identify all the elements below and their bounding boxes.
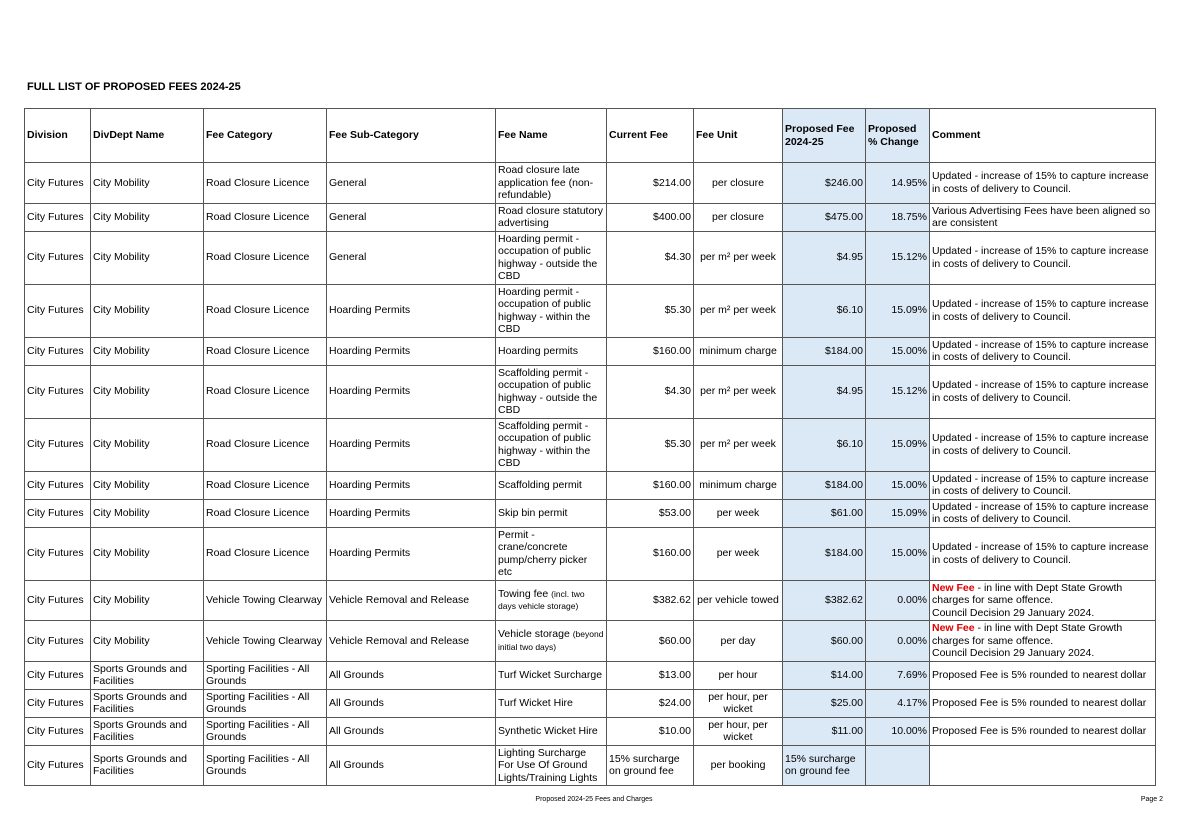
category-cell: Vehicle Towing Clearway bbox=[204, 621, 327, 662]
change-cell: 0.00% bbox=[866, 580, 930, 621]
fee-name-cell bbox=[496, 418, 607, 471]
page-number: Page 2 bbox=[1140, 796, 1163, 803]
subcategory-cell: General bbox=[327, 203, 496, 231]
proposed-fee-cell: $184.00 bbox=[783, 527, 866, 580]
category-cell: Road Closure Licence bbox=[204, 471, 327, 499]
comment-text: Updated - increase of 15% to capture increase in costs of delivery to Council. bbox=[932, 432, 1149, 457]
category-cell: Road Closure Licence bbox=[204, 231, 327, 284]
subcategory-cell: Hoarding Permits bbox=[327, 527, 496, 580]
current-fee-cell: $5.30 bbox=[607, 284, 694, 337]
change-cell: 4.17% bbox=[866, 689, 930, 717]
comment-text: Proposed Fee is 5% rounded to nearest dollar bbox=[932, 724, 1147, 737]
fee-name-cell bbox=[496, 365, 607, 418]
dept-cell: City Mobility bbox=[91, 527, 204, 580]
fee-name-cell bbox=[496, 689, 607, 717]
fee-name-text: Road closure late application fee (non-refundable) bbox=[498, 164, 594, 201]
subcategory-cell: Hoarding Permits bbox=[327, 471, 496, 499]
subcategory-cell: Vehicle Removal and Release bbox=[327, 621, 496, 662]
dept-cell: City Mobility bbox=[91, 580, 204, 621]
subcategory-cell: Hoarding Permits bbox=[327, 418, 496, 471]
fee-unit-cell: minimum charge bbox=[694, 471, 783, 499]
change-cell: 15.00% bbox=[866, 527, 930, 580]
change-cell: 10.00% bbox=[866, 717, 930, 745]
change-cell: 15.00% bbox=[866, 471, 930, 499]
category-cell: Road Closure Licence bbox=[204, 365, 327, 418]
fee-name-cell bbox=[496, 337, 607, 365]
fee-name-text: Turf Wicket Hire bbox=[498, 696, 573, 709]
subcategory-cell: Vehicle Removal and Release bbox=[327, 580, 496, 621]
subcategory-cell: Hoarding Permits bbox=[327, 499, 496, 527]
comment-text: Updated - increase of 15% to capture increase in costs of delivery to Council. bbox=[932, 500, 1149, 525]
proposed-fee-cell: $475.00 bbox=[783, 203, 866, 231]
fee-name-text: Road closure statutory advertising bbox=[498, 204, 604, 229]
current-fee-cell: $10.00 bbox=[607, 717, 694, 745]
change-cell: 15.00% bbox=[866, 337, 930, 365]
comment-cell bbox=[930, 689, 1156, 717]
category-cell: Road Closure Licence bbox=[204, 163, 327, 204]
comment-text: Updated - increase of 15% to capture increase in costs of delivery to Council. bbox=[932, 379, 1149, 404]
subcategory-cell: General bbox=[327, 163, 496, 204]
division-cell: City Futures bbox=[25, 621, 91, 662]
comment-decision: Council Decision 29 January 2024. bbox=[932, 606, 1095, 619]
category-cell: Sporting Facilities - All Grounds bbox=[204, 745, 327, 786]
proposed-fee-cell: $184.00 bbox=[783, 471, 866, 499]
comment-cell bbox=[930, 365, 1156, 418]
proposed-fee-cell: $25.00 bbox=[783, 689, 866, 717]
current-fee-cell: $160.00 bbox=[607, 527, 694, 580]
current-fee-cell: $4.30 bbox=[607, 365, 694, 418]
fee-name-cell bbox=[496, 163, 607, 204]
fee-name-cell bbox=[496, 231, 607, 284]
division-cell: City Futures bbox=[25, 231, 91, 284]
table-row bbox=[25, 365, 1156, 418]
fee-name-text: Hoarding permit - occupation of public highway - outside the CBD bbox=[498, 232, 598, 282]
current-fee-cell: $53.00 bbox=[607, 499, 694, 527]
col-header-current-fee: Current Fee bbox=[607, 109, 694, 163]
page-title: FULL LIST OF PROPOSED FEES 2024-25 bbox=[27, 81, 241, 93]
new-fee-label: New Fee bbox=[932, 581, 975, 594]
category-cell: Road Closure Licence bbox=[204, 284, 327, 337]
fee-unit-cell: per hour, per wicket bbox=[694, 689, 783, 717]
fee-name-text: Towing fee bbox=[498, 587, 552, 600]
subcategory-cell: Hoarding Permits bbox=[327, 284, 496, 337]
fee-name-cell bbox=[496, 745, 607, 786]
fee-name-text: Scaffolding permit - occupation of public highway - outside the CBD bbox=[498, 366, 598, 416]
fee-unit-cell: per closure bbox=[694, 203, 783, 231]
fee-unit-cell: per m² per week bbox=[694, 418, 783, 471]
fee-unit-cell: minimum charge bbox=[694, 337, 783, 365]
comment-cell bbox=[930, 580, 1156, 621]
current-fee-cell: $382.62 bbox=[607, 580, 694, 621]
proposed-fee-cell: $60.00 bbox=[783, 621, 866, 662]
table-row bbox=[25, 527, 1156, 580]
subcategory-cell: Hoarding Permits bbox=[327, 365, 496, 418]
current-fee-cell: $60.00 bbox=[607, 621, 694, 662]
dept-cell: City Mobility bbox=[91, 365, 204, 418]
current-fee-cell: $160.00 bbox=[607, 337, 694, 365]
fee-unit-cell: per vehicle towed bbox=[694, 580, 783, 621]
current-fee-cell: $5.30 bbox=[607, 418, 694, 471]
dept-cell: Sports Grounds and Facilities bbox=[91, 661, 204, 689]
proposed-fee-cell: $14.00 bbox=[783, 661, 866, 689]
fee-unit-cell: per day bbox=[694, 621, 783, 662]
subcategory-cell: All Grounds bbox=[327, 745, 496, 786]
comment-text: Updated - increase of 15% to capture increase in costs of delivery to Council. bbox=[932, 245, 1149, 270]
table-row bbox=[25, 499, 1156, 527]
fee-unit-cell: per hour, per wicket bbox=[694, 717, 783, 745]
category-cell: Road Closure Licence bbox=[204, 203, 327, 231]
category-cell: Road Closure Licence bbox=[204, 337, 327, 365]
comment-cell bbox=[930, 337, 1156, 365]
table-row bbox=[25, 203, 1156, 231]
change-cell bbox=[866, 745, 930, 786]
current-fee-cell: $4.30 bbox=[607, 231, 694, 284]
table-row bbox=[25, 621, 1156, 662]
dept-cell: City Mobility bbox=[91, 163, 204, 204]
dept-cell: City Mobility bbox=[91, 231, 204, 284]
fee-name-cell bbox=[496, 527, 607, 580]
current-fee-cell: $214.00 bbox=[607, 163, 694, 204]
fee-name-note: (beyond initial two days) bbox=[498, 629, 604, 652]
proposed-fee-cell: $184.00 bbox=[783, 337, 866, 365]
table-row bbox=[25, 661, 1156, 689]
proposed-fee-cell: $6.10 bbox=[783, 418, 866, 471]
division-cell: City Futures bbox=[25, 717, 91, 745]
dept-cell: City Mobility bbox=[91, 337, 204, 365]
current-fee-cell: $160.00 bbox=[607, 471, 694, 499]
current-fee-cell: $400.00 bbox=[607, 203, 694, 231]
table-row bbox=[25, 689, 1156, 717]
fee-name-cell bbox=[496, 717, 607, 745]
table-row bbox=[25, 163, 1156, 204]
division-cell: City Futures bbox=[25, 418, 91, 471]
table-row bbox=[25, 580, 1156, 621]
proposed-fee-cell: $246.00 bbox=[783, 163, 866, 204]
fee-name-cell bbox=[496, 284, 607, 337]
change-cell: 0.00% bbox=[866, 621, 930, 662]
comment-text: Updated - increase of 15% to capture increase in costs of delivery to Council. bbox=[932, 338, 1149, 363]
table-row bbox=[25, 231, 1156, 284]
fee-name-text: Synthetic Wicket Hire bbox=[498, 724, 598, 737]
comment-text: Updated - increase of 15% to capture increase in costs of delivery to Council. bbox=[932, 541, 1149, 566]
subcategory-cell: General bbox=[327, 231, 496, 284]
comment-decision: Council Decision 29 January 2024. bbox=[932, 647, 1095, 659]
fee-name-cell bbox=[496, 499, 607, 527]
comment-cell bbox=[930, 745, 1156, 786]
fee-name-text: Scaffolding permit bbox=[498, 478, 582, 491]
dept-cell: City Mobility bbox=[91, 203, 204, 231]
dept-cell: City Mobility bbox=[91, 621, 204, 662]
division-cell: City Futures bbox=[25, 203, 91, 231]
division-cell: City Futures bbox=[25, 471, 91, 499]
dept-cell: Sports Grounds and Facilities bbox=[91, 745, 204, 786]
fee-name-text: Vehicle storage bbox=[498, 628, 573, 641]
proposed-fee-cell: $4.95 bbox=[783, 365, 866, 418]
fee-unit-cell: per m² per week bbox=[694, 284, 783, 337]
proposed-fee-cell: $6.10 bbox=[783, 284, 866, 337]
col-header-comment: Comment bbox=[930, 109, 1156, 163]
header-row bbox=[25, 109, 1156, 163]
comment-cell bbox=[930, 163, 1156, 204]
fee-name-cell bbox=[496, 661, 607, 689]
comment-cell bbox=[930, 717, 1156, 745]
fee-unit-cell: per closure bbox=[694, 163, 783, 204]
table-row bbox=[25, 717, 1156, 745]
division-cell: City Futures bbox=[25, 689, 91, 717]
proposed-fee-cell: $61.00 bbox=[783, 499, 866, 527]
subcategory-cell: All Grounds bbox=[327, 717, 496, 745]
col-header-fee-unit: Fee Unit bbox=[694, 109, 783, 163]
fee-name-text: Hoarding permits bbox=[498, 344, 578, 357]
fee-unit-cell: per week bbox=[694, 499, 783, 527]
category-cell: Road Closure Licence bbox=[204, 418, 327, 471]
current-fee-cell: $24.00 bbox=[607, 689, 694, 717]
fee-unit-cell: per m² per week bbox=[694, 365, 783, 418]
comment-cell bbox=[930, 661, 1156, 689]
footer-title: Proposed 2024-25 Fees and Charges bbox=[535, 796, 653, 803]
col-header-change: Proposed % Change bbox=[866, 109, 930, 163]
comment-cell bbox=[930, 621, 1156, 662]
dept-cell: City Mobility bbox=[91, 471, 204, 499]
fee-unit-cell: per week bbox=[694, 527, 783, 580]
division-cell: City Futures bbox=[25, 527, 91, 580]
category-cell: Vehicle Towing Clearway bbox=[204, 580, 327, 621]
category-cell: Sporting Facilities - All Grounds bbox=[204, 689, 327, 717]
fee-name-cell bbox=[496, 621, 607, 662]
change-cell: 7.69% bbox=[866, 661, 930, 689]
col-header-category: Fee Category bbox=[204, 109, 327, 163]
subcategory-cell: Hoarding Permits bbox=[327, 337, 496, 365]
col-header-proposed-fee: Proposed Fee 2024-25 bbox=[783, 109, 866, 163]
fee-unit-cell: per booking bbox=[694, 745, 783, 786]
fee-unit-cell: per hour bbox=[694, 661, 783, 689]
comment-cell bbox=[930, 471, 1156, 499]
fee-unit-cell: per m² per week bbox=[694, 231, 783, 284]
current-fee-cell: 15% surcharge on ground fee bbox=[607, 745, 694, 786]
current-fee-cell: $13.00 bbox=[607, 661, 694, 689]
col-header-subcategory: Fee Sub-Category bbox=[327, 109, 496, 163]
dept-cell: City Mobility bbox=[91, 499, 204, 527]
division-cell: City Futures bbox=[25, 337, 91, 365]
new-fee-label: New Fee bbox=[932, 622, 975, 634]
comment-text: Updated - increase of 15% to capture increase in costs of delivery to Council. bbox=[932, 298, 1149, 323]
division-cell: City Futures bbox=[25, 284, 91, 337]
comment-cell bbox=[930, 284, 1156, 337]
fee-name-text: Skip bin permit bbox=[498, 506, 568, 519]
comment-text: Proposed Fee is 5% rounded to nearest dollar bbox=[932, 668, 1147, 681]
fee-name-text: Lighting Surcharge For Use Of Ground Lights/Training Lights bbox=[498, 746, 598, 784]
comment-cell bbox=[930, 231, 1156, 284]
dept-cell: Sports Grounds and Facilities bbox=[91, 689, 204, 717]
division-cell: City Futures bbox=[25, 745, 91, 786]
table-row bbox=[25, 337, 1156, 365]
change-cell: 15.12% bbox=[866, 231, 930, 284]
fees-table bbox=[24, 108, 1156, 786]
comment-text: Various Advertising Fees have been aligned so are consistent bbox=[932, 204, 1151, 229]
change-cell: 15.09% bbox=[866, 499, 930, 527]
table-row bbox=[25, 284, 1156, 337]
comment-text: Proposed Fee is 5% rounded to nearest dollar bbox=[932, 696, 1147, 709]
fee-name-note: (incl. two days vehicle storage) bbox=[498, 588, 585, 612]
comment-text: - in line with Dept State Growth charges for same offence. bbox=[932, 581, 1123, 606]
proposed-fee-cell: $11.00 bbox=[783, 717, 866, 745]
col-header-division: Division bbox=[25, 109, 91, 163]
fee-name-cell bbox=[496, 471, 607, 499]
fee-name-text: Hoarding permit - occupation of public highway - within the CBD bbox=[498, 285, 591, 335]
division-cell: City Futures bbox=[25, 499, 91, 527]
category-cell: Sporting Facilities - All Grounds bbox=[204, 661, 327, 689]
comment-cell bbox=[930, 203, 1156, 231]
comment-text: Updated - increase of 15% to capture increase in costs of delivery to Council. bbox=[932, 170, 1149, 195]
table-row bbox=[25, 418, 1156, 471]
proposed-fee-cell: $4.95 bbox=[783, 231, 866, 284]
fee-name-text: Turf Wicket Surcharge bbox=[498, 668, 603, 681]
comment-cell bbox=[930, 499, 1156, 527]
change-cell: 15.12% bbox=[866, 365, 930, 418]
change-cell: 18.75% bbox=[866, 203, 930, 231]
table-row bbox=[25, 745, 1156, 786]
division-cell: City Futures bbox=[25, 163, 91, 204]
fee-name-cell bbox=[496, 203, 607, 231]
division-cell: City Futures bbox=[25, 365, 91, 418]
proposed-fee-cell: $382.62 bbox=[783, 580, 866, 621]
dept-cell: City Mobility bbox=[91, 418, 204, 471]
subcategory-cell: All Grounds bbox=[327, 689, 496, 717]
change-cell: 14.95% bbox=[866, 163, 930, 204]
fee-name-text: Scaffolding permit - occupation of public highway - within the CBD bbox=[498, 419, 591, 469]
fee-name-text: Permit - crane/concrete pump/cherry picker etc bbox=[498, 528, 588, 578]
col-header-dept: DivDept Name bbox=[91, 109, 204, 163]
comment-cell bbox=[930, 418, 1156, 471]
category-cell: Road Closure Licence bbox=[204, 527, 327, 580]
col-header-fee-name: Fee Name bbox=[496, 109, 607, 163]
change-cell: 15.09% bbox=[866, 418, 930, 471]
category-cell: Sporting Facilities - All Grounds bbox=[204, 717, 327, 745]
change-cell: 15.09% bbox=[866, 284, 930, 337]
comment-text: - in line with Dept State Growth charges for same offence. bbox=[932, 622, 1123, 647]
division-cell: City Futures bbox=[25, 580, 91, 621]
dept-cell: City Mobility bbox=[91, 284, 204, 337]
table-row bbox=[25, 471, 1156, 499]
comment-text: Updated - increase of 15% to capture increase in costs of delivery to Council. bbox=[932, 472, 1149, 497]
subcategory-cell: All Grounds bbox=[327, 661, 496, 689]
fee-name-cell bbox=[496, 580, 607, 621]
dept-cell: Sports Grounds and Facilities bbox=[91, 717, 204, 745]
comment-cell bbox=[930, 527, 1156, 580]
proposed-fee-cell: 15% surcharge on ground fee bbox=[783, 745, 866, 786]
division-cell: City Futures bbox=[25, 661, 91, 689]
category-cell: Road Closure Licence bbox=[204, 499, 327, 527]
